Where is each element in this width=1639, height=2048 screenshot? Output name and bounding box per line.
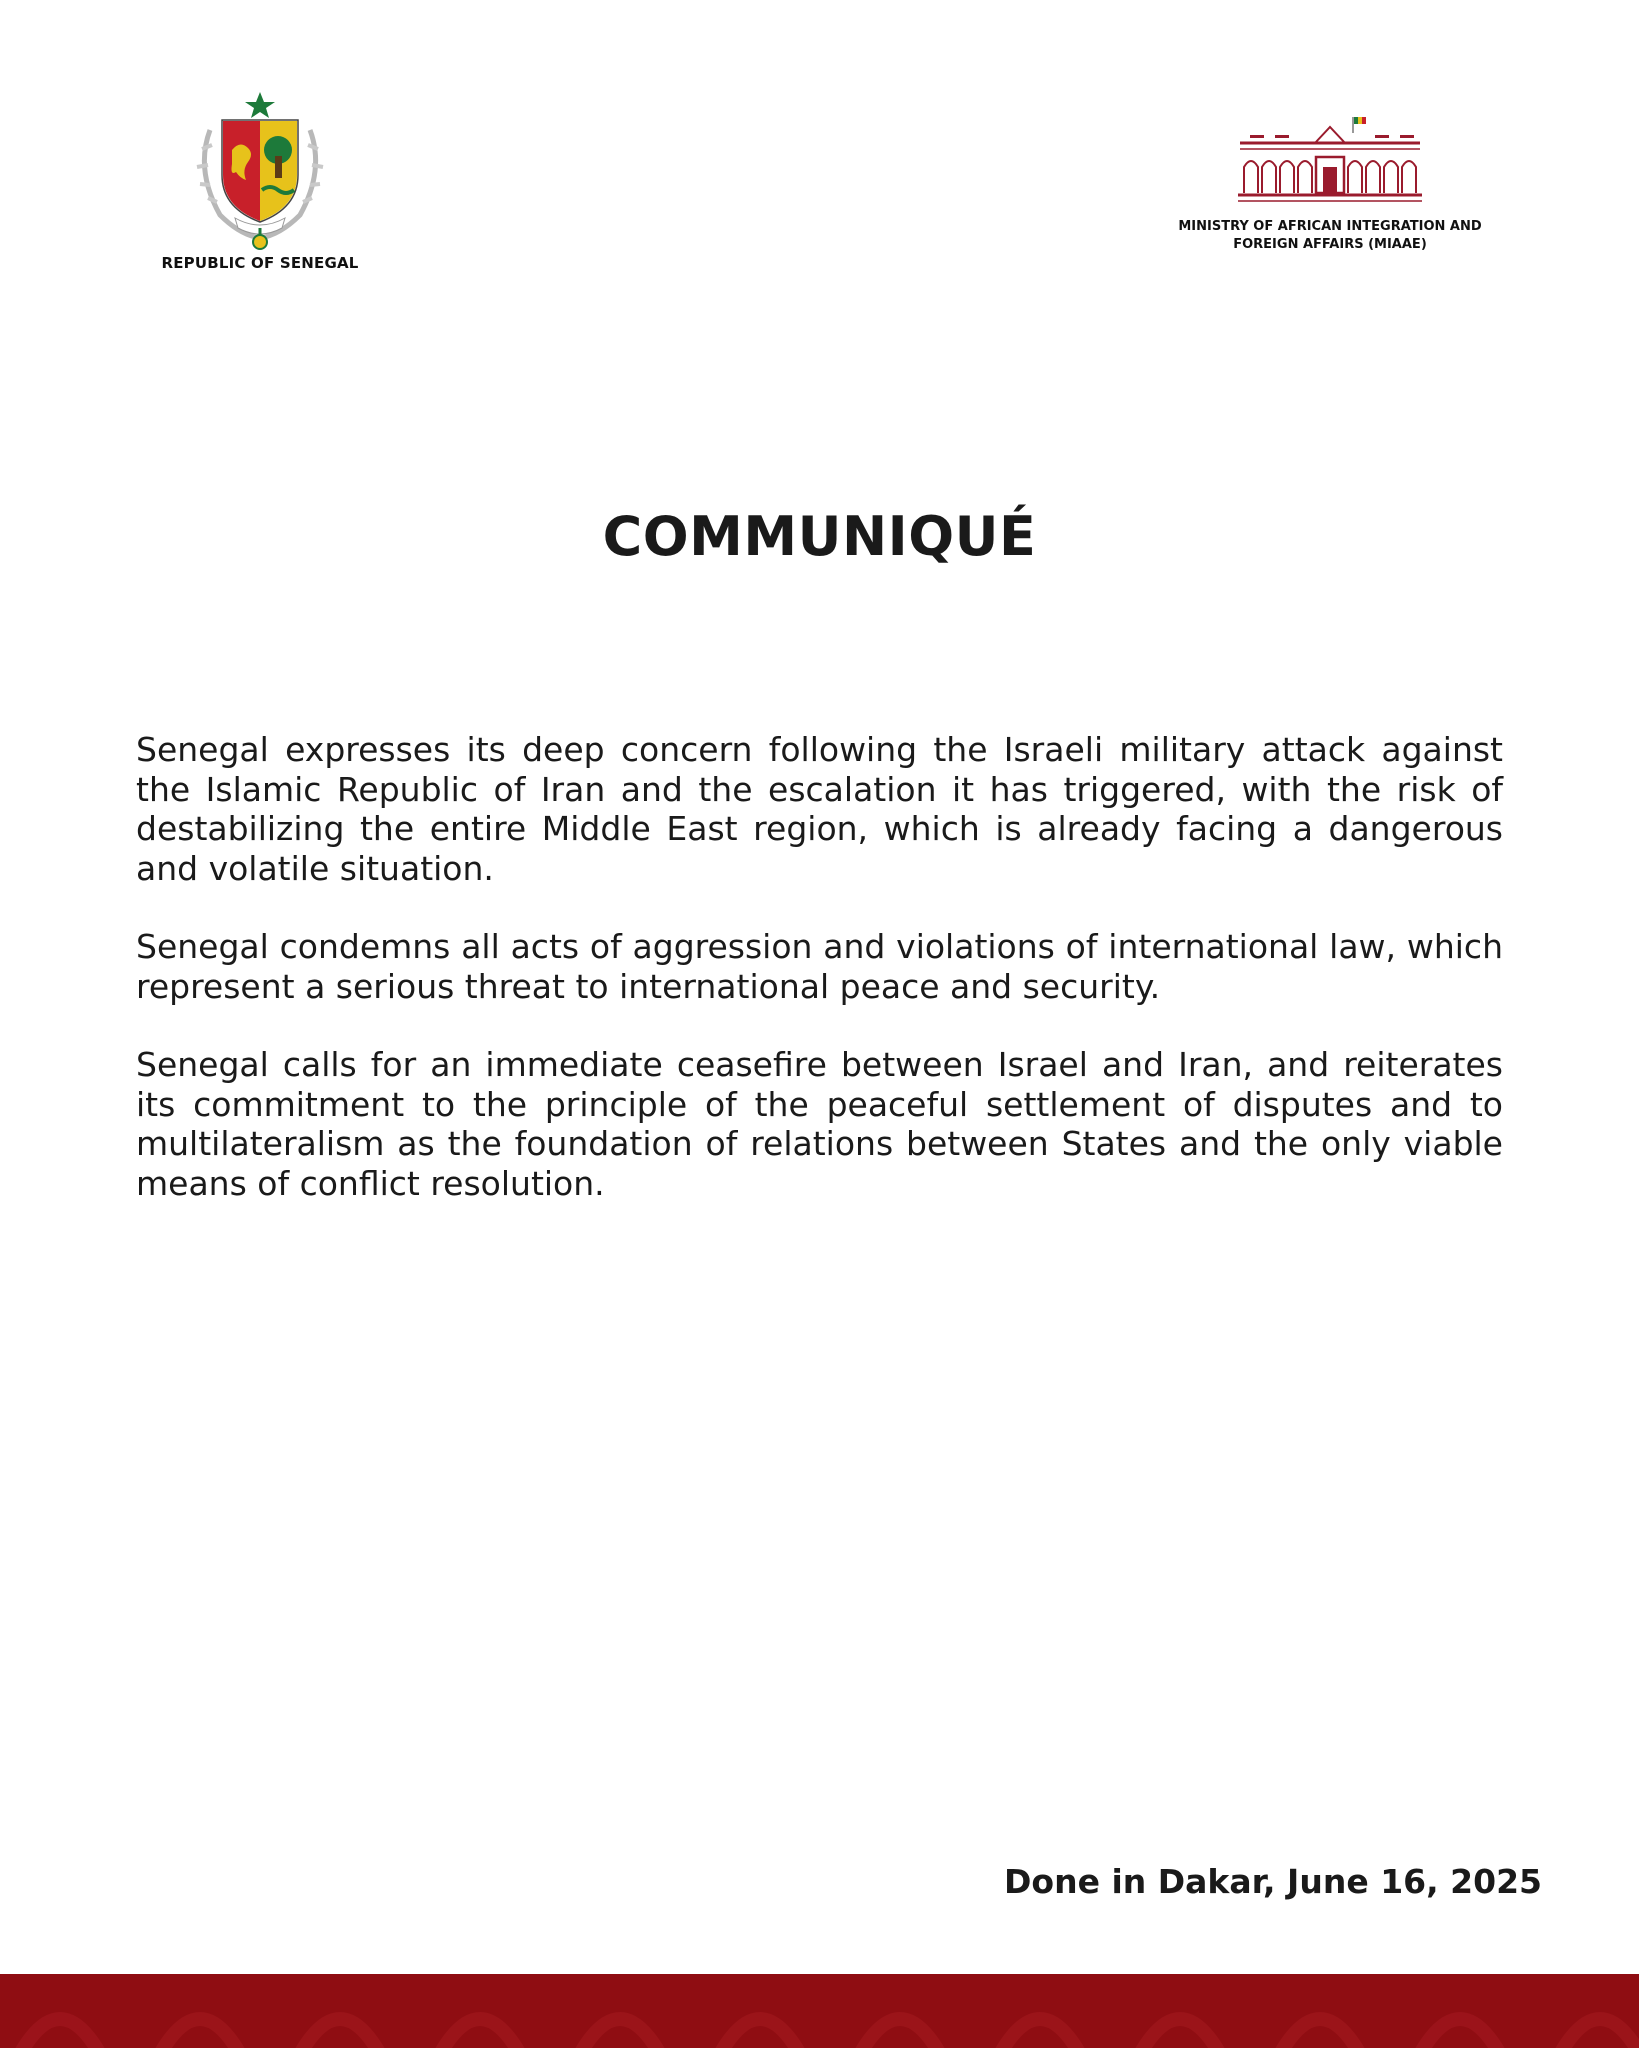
- ministry-building-icon: [1230, 115, 1430, 210]
- republic-emblem: [140, 90, 380, 280]
- place-and-date: Done in Dakar, June 16, 2025: [1004, 1862, 1542, 1901]
- ministry-caption-line1: MINISTRY OF AFRICAN INTEGRATION AND: [1178, 219, 1482, 234]
- republic-caption: REPUBLIC OF SENEGAL: [161, 254, 359, 272]
- paragraph-condemnation: Senegal condemns all acts of aggression and violations of international law, which represent a serious threat to international peace and security.: [136, 927, 1503, 1006]
- paragraph-ceasefire: Senegal calls for an immediate ceasefire between Israel and Iran, and reiterates its commitment to the principle of the peaceful settlement of disputes and to multilateralism as the foundation of relations between States and the only viable means of conflict resolution.: [136, 1045, 1503, 1203]
- ministry-emblem: [1150, 115, 1510, 265]
- paragraph-concern: Senegal expresses its deep concern following the Israeli military attack against the Islamic Republic of Iran and the escalation it has triggered, with the risk of destabilizing the entire Middle East region, which is already facing a dangerous and volatile situation.: [136, 730, 1503, 888]
- communique-body: [136, 730, 1503, 1242]
- ministry-caption: [1150, 218, 1510, 254]
- page-title: COMMUNIQUÉ: [602, 505, 1037, 568]
- footer-pattern: [0, 1974, 1639, 2048]
- ministry-caption-line2: FOREIGN AFFAIRS (MIAAE): [1233, 237, 1427, 252]
- senegal-coat-of-arms-icon: [190, 90, 330, 250]
- footer-band: [0, 1974, 1639, 2048]
